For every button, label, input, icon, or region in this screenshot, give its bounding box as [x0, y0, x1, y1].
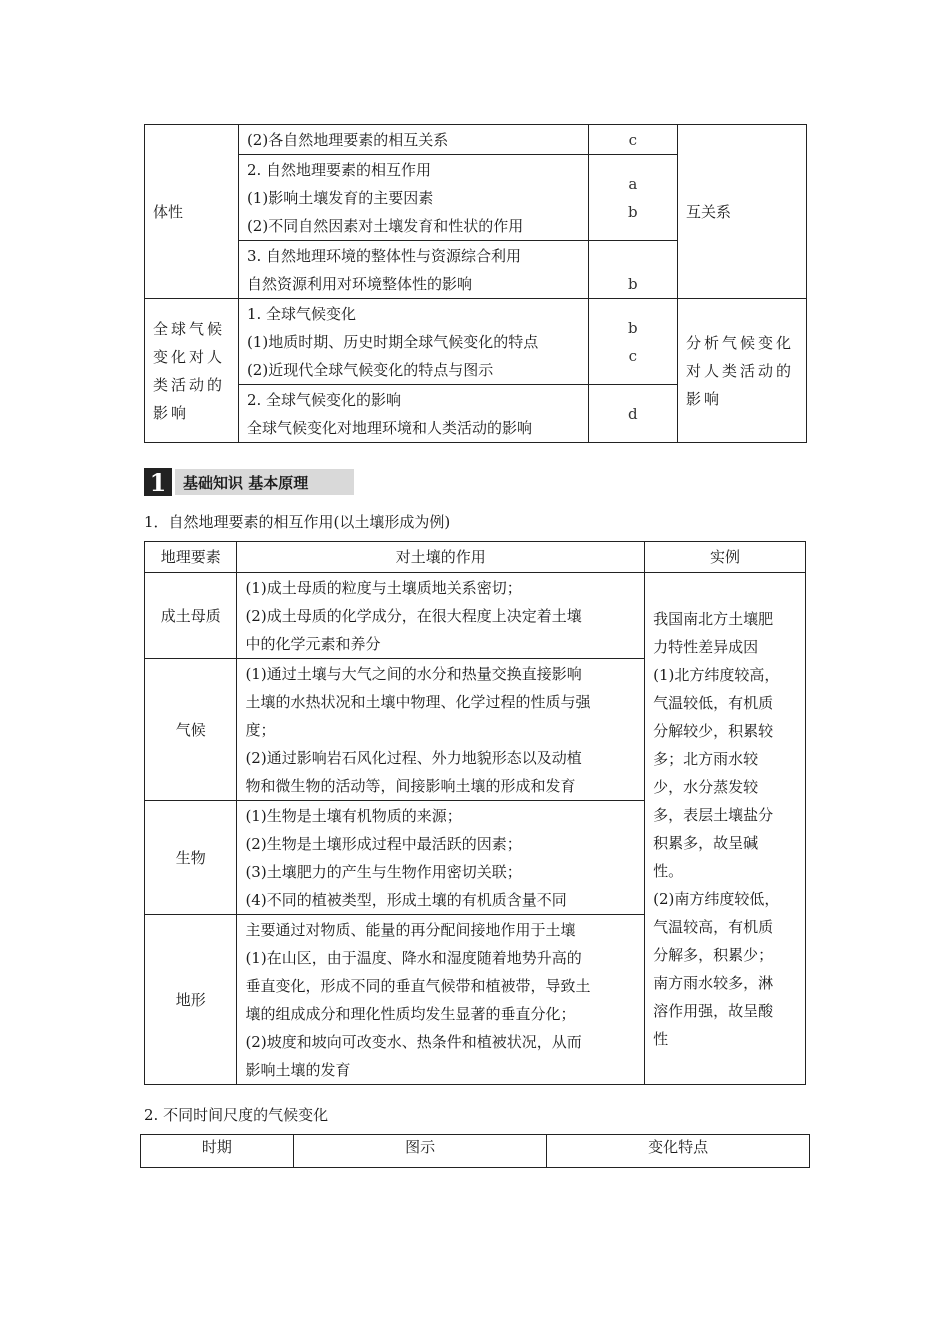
effect-line: 物和微生物的活动等，间接影响土壤的形成和发育	[245, 776, 576, 795]
outline-table	[144, 124, 807, 443]
content-line: (1)地质时期、历史时期全球气候变化的特点	[246, 332, 539, 351]
content-cell	[238, 385, 588, 443]
effect-line: 影响土壤的发育	[245, 1060, 351, 1079]
example-line: (1)北方纬度较高，	[653, 665, 780, 684]
content-cell	[238, 125, 588, 155]
level-cell	[588, 241, 677, 299]
column-header: 图示	[293, 1135, 547, 1168]
effect-line: 中的化学元素和养分	[245, 634, 381, 653]
climate-table	[140, 1134, 810, 1168]
effect-cell	[237, 573, 645, 659]
column-header: 对土壤的作用	[237, 542, 645, 573]
level-text: b	[627, 318, 638, 337]
effect-line: 壤的组成成分和理化性质均发生显著的垂直分化；	[245, 1004, 576, 1023]
level-text: a	[628, 174, 638, 193]
factor-cell	[145, 801, 237, 915]
example-line: 气温较低，有机质	[653, 693, 774, 712]
topic-text: 体性	[153, 202, 184, 221]
requirement-cell	[678, 125, 807, 299]
column-header: 时期	[141, 1135, 294, 1168]
effect-line: (4)不同的植被类型，形成土壤的有机质含量不同	[245, 890, 567, 909]
example-line: 气温较高，有机质	[653, 917, 774, 936]
content-line: 1. 全球气候变化	[246, 304, 357, 323]
effect-line: (1)在山区，由于温度、降水和湿度随着地势升高的	[245, 948, 582, 967]
level-text: d	[627, 404, 638, 423]
effect-line: (2)生物是土壤形成过程中最活跃的因素；	[245, 834, 522, 853]
topic-cell	[145, 125, 239, 299]
effect-line: 度；	[245, 720, 276, 739]
example-line: 分解多，积累少；	[653, 945, 774, 964]
factor-cell	[145, 573, 237, 659]
content-line: 自然资源利用对环境整体性的影响	[246, 274, 472, 293]
content-line: (1)影响土壤发育的主要因素	[246, 188, 434, 207]
content-cell	[238, 299, 588, 385]
level-cell	[588, 385, 677, 443]
requirement-text: 影响	[686, 389, 723, 408]
requirement-cell	[678, 299, 807, 443]
level-cell	[588, 125, 677, 155]
topic-text: 影响	[153, 403, 190, 422]
level-text: b	[627, 202, 638, 221]
content-line: 2. 自然地理要素的相互作用	[246, 160, 432, 179]
factor-text: 成土母质	[160, 606, 221, 625]
effect-cell	[237, 915, 645, 1085]
content-line: (2)不同自然因素对土壤发育和性状的作用	[246, 216, 524, 235]
requirement-text: 分析气候变化	[686, 333, 795, 352]
example-line: 积累多，故呈碱	[653, 833, 759, 852]
example-line: 性	[653, 1029, 669, 1048]
example-line: 分解较少，积累较	[653, 721, 774, 740]
effect-line: (1)生物是土壤有机物质的来源；	[245, 806, 462, 825]
heading-climate: 2. 不同时间尺度的气候变化	[144, 1106, 329, 1124]
level-cell	[588, 155, 677, 241]
example-line: (2)南方纬度较低，	[653, 889, 780, 908]
effect-line: (2)成土母质的化学成分，在很大程度上决定着土壤	[245, 606, 582, 625]
column-header: 地理要素	[145, 542, 237, 573]
content-line: 3. 自然地理环境的整体性与资源综合利用	[246, 246, 522, 265]
topic-text: 全球气候	[153, 319, 226, 338]
effect-line: (1)通过土壤与大气之间的水分和热量交换直接影响	[245, 664, 582, 683]
effect-cell	[237, 659, 645, 801]
factor-text: 生物	[175, 848, 206, 867]
topic-cell	[145, 299, 239, 443]
topic-text: 变化对人	[153, 347, 226, 366]
content-line: 2. 全球气候变化的影响	[246, 390, 402, 409]
content-cell	[238, 241, 588, 299]
effect-cell	[237, 801, 645, 915]
example-line: 我国南北方土壤肥	[653, 609, 774, 628]
example-line: 力特性差异成因	[653, 637, 759, 656]
example-line: 溶作用强，故呈酸	[653, 1001, 774, 1020]
example-line: 少，水分蒸发较	[653, 777, 759, 796]
effect-line: 主要通过对物质、能量的再分配间接地作用于土壤	[245, 920, 576, 939]
factor-cell	[145, 659, 237, 801]
example-line: 多，表层土壤盐分	[653, 805, 774, 824]
level-cell	[588, 299, 677, 385]
content-line: 全球气候变化对地理环境和人类活动的影响	[246, 418, 532, 437]
topic-text: 类活动的	[153, 375, 226, 394]
effect-line: 垂直变化，形成不同的垂直气候带和植被带，导致土	[245, 976, 591, 995]
content-line: (2)各自然地理要素的相互关系	[246, 130, 449, 149]
example-line: 南方雨水较多，淋	[653, 973, 774, 992]
example-cell	[645, 573, 806, 1085]
factor-text: 地形	[175, 990, 206, 1009]
effect-line: (1)成土母质的粒度与土壤质地关系密切；	[245, 578, 522, 597]
section-number: 1	[144, 468, 172, 496]
level-text: c	[628, 346, 637, 365]
effect-line: (2)坡度和坡向可改变水、热条件和植被状况，从而	[245, 1032, 582, 1051]
example-line: 多；北方雨水较	[653, 749, 759, 768]
level-text: b	[627, 275, 638, 293]
factor-cell	[145, 915, 237, 1085]
column-header: 实例	[645, 542, 806, 573]
content-cell	[238, 155, 588, 241]
effect-line: (3)土壤肥力的产生与生物作用密切关联；	[245, 862, 522, 881]
requirement-text: 对人类活动的	[686, 361, 795, 380]
section-banner	[144, 468, 354, 496]
level-text: c	[628, 130, 637, 149]
section-title: 基础知识 基本原理	[175, 469, 354, 495]
example-line: 性。	[653, 861, 684, 880]
soil-table	[144, 541, 806, 1085]
content-line: (2)近现代全球气候变化的特点与图示	[246, 360, 494, 379]
effect-line: (2)通过影响岩石风化过程、外力地貌形态以及动植	[245, 748, 582, 767]
requirement-text: 互关系	[686, 202, 732, 221]
effect-line: 土壤的水热状况和土壤中物理、化学过程的性质与强	[245, 692, 591, 711]
heading-soil: 1．自然地理要素的相互作用(以土壤形成为例)	[144, 513, 451, 531]
factor-text: 气候	[175, 720, 206, 739]
column-header: 变化特点	[547, 1135, 810, 1168]
